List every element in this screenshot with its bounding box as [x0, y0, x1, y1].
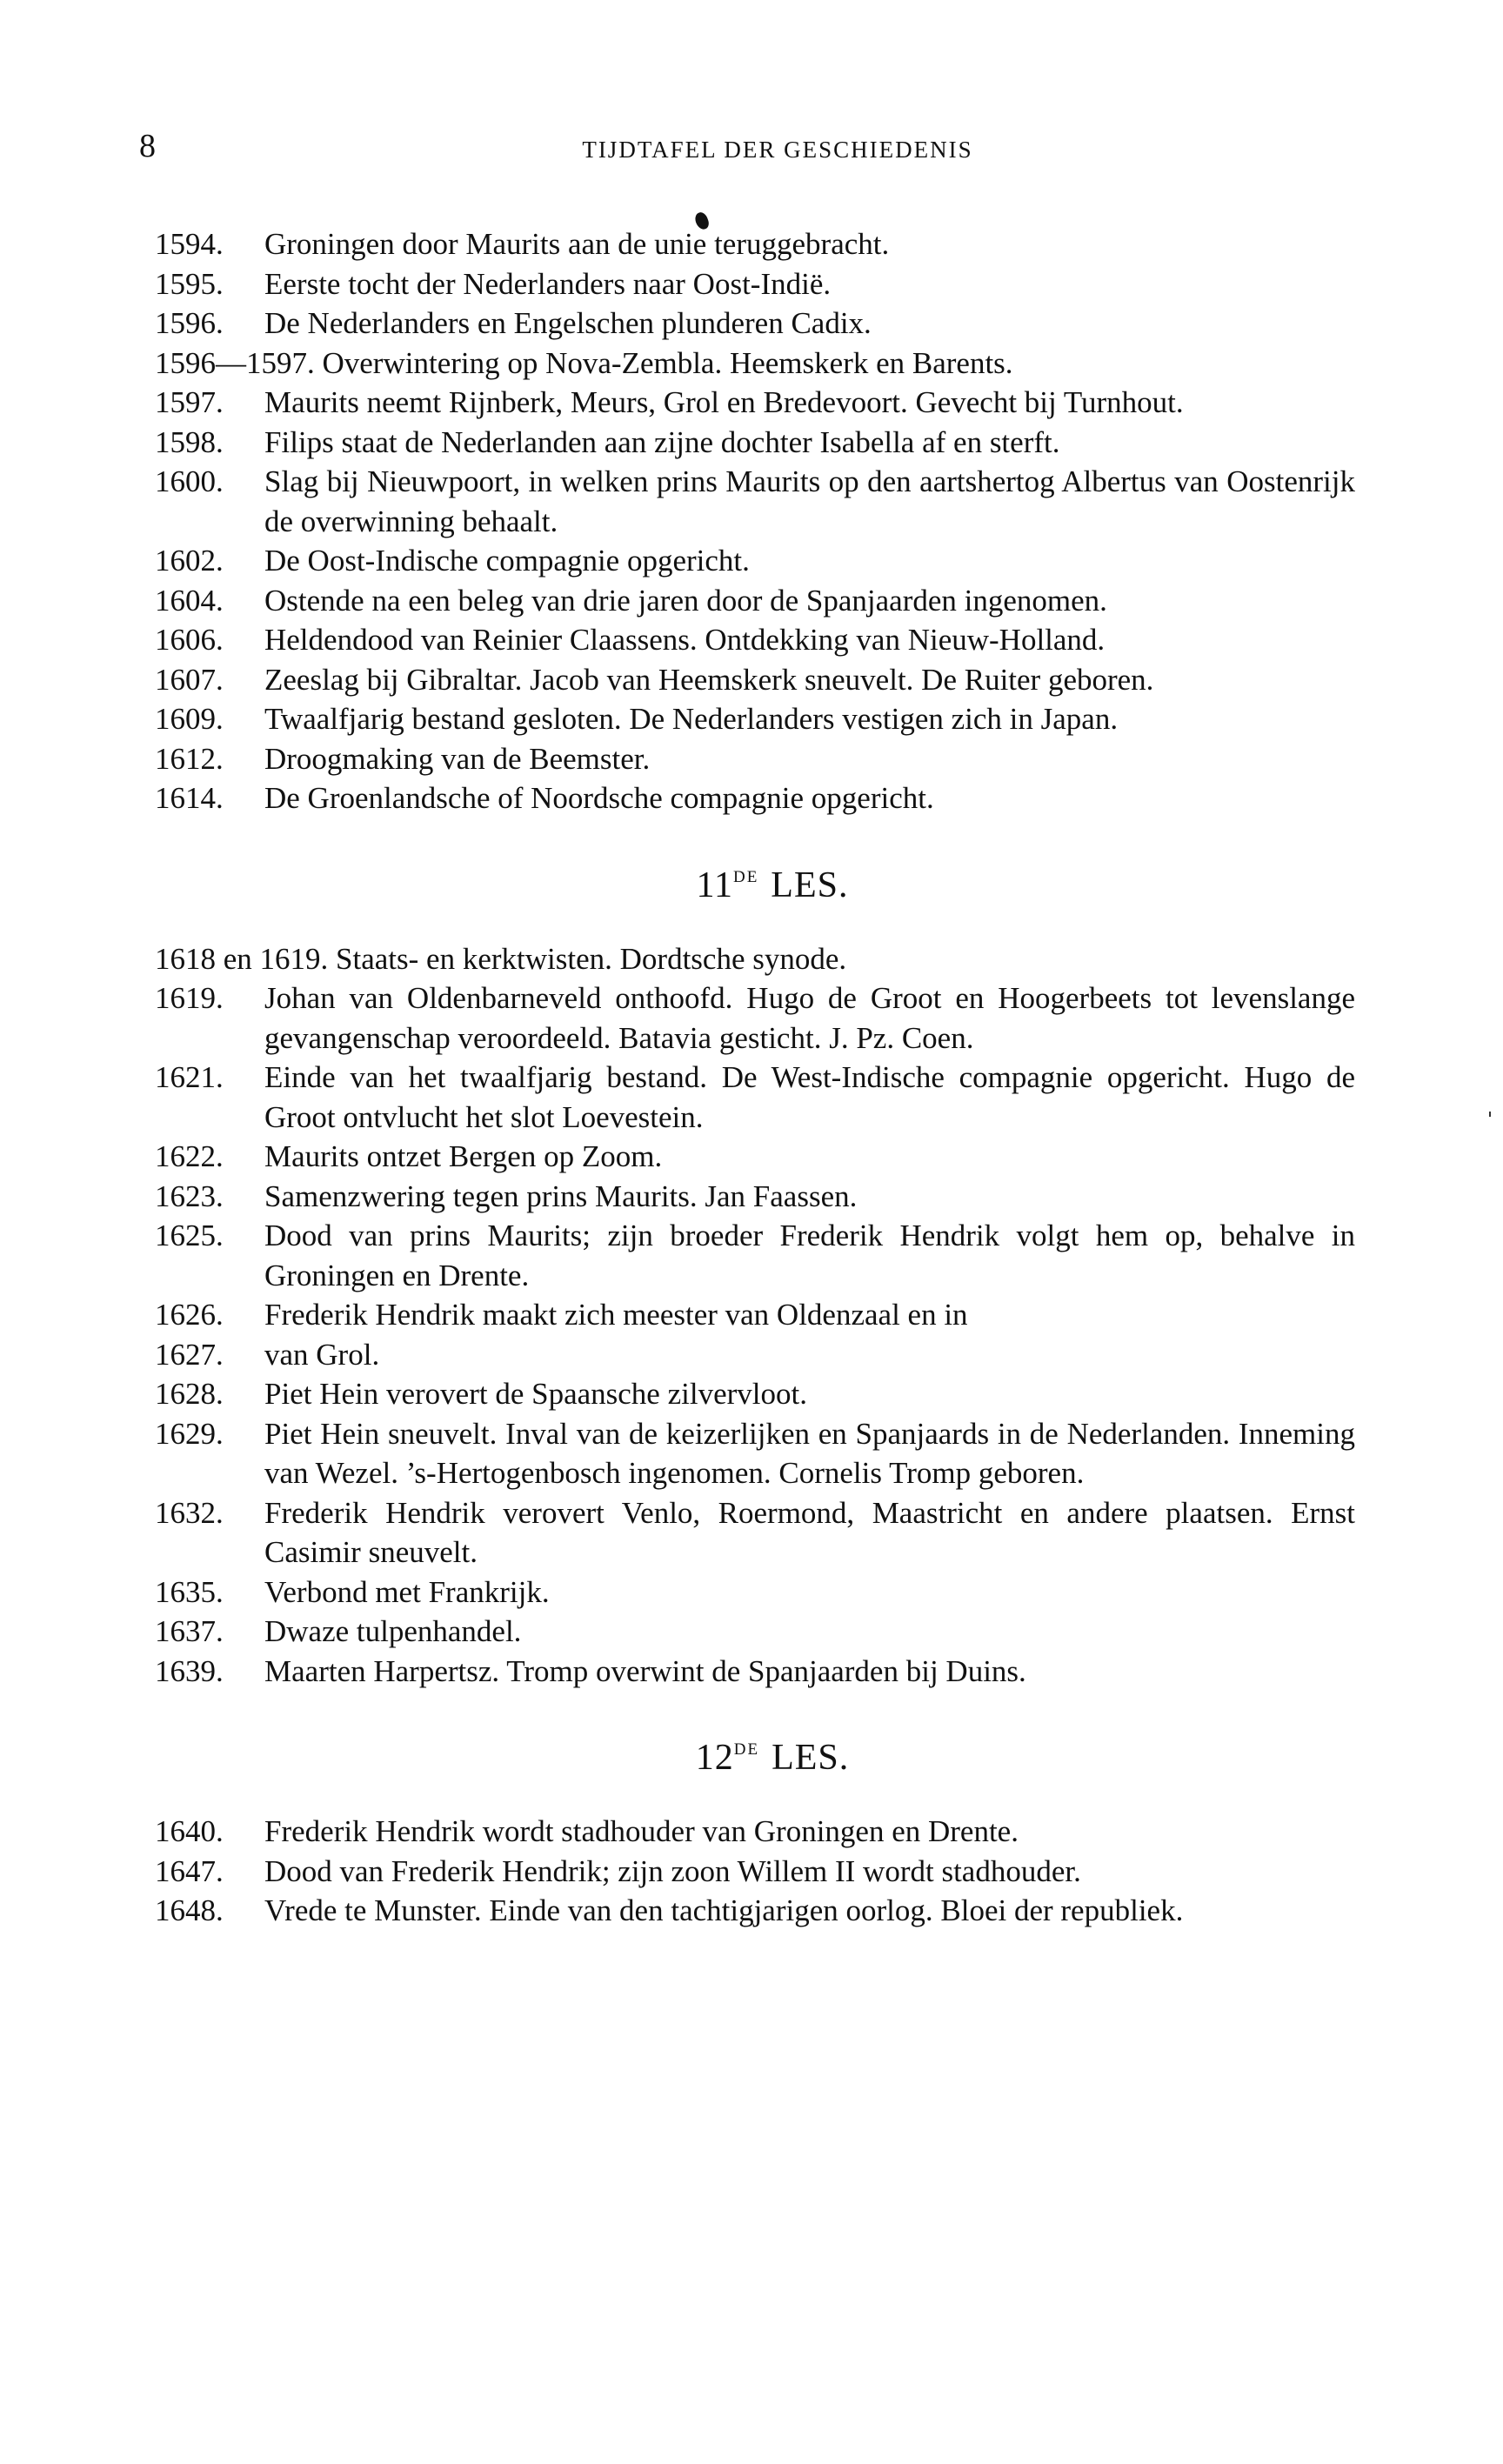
entry-text: De Oost-Indische compagnie opgericht.: [264, 544, 750, 578]
entry-text: Maurits ontzet Bergen op Zoom.: [264, 1139, 663, 1173]
timeline-section-intro: [155, 224, 1355, 818]
entry-year: 1604.: [155, 583, 224, 618]
timeline-entry: [155, 304, 1355, 344]
entry-year: 1635.: [155, 1574, 224, 1609]
entry-year: 1598.: [155, 424, 224, 459]
timeline-entry: [155, 1414, 1355, 1493]
entry-year: 1625.: [155, 1219, 224, 1252]
entry-text: Dwaze tulpenhandel.: [264, 1614, 522, 1648]
timeline-entry: [155, 1335, 1355, 1375]
entry-year: 1614.: [155, 781, 224, 815]
entry-year: 1609.: [155, 702, 224, 736]
entry-year: 1637.: [155, 1614, 224, 1648]
entry-text: De Nederlanders en Engelschen plunderen Cadix.: [264, 306, 872, 340]
timeline-entry: [155, 423, 1355, 463]
entry-text: van Grol.: [264, 1337, 380, 1372]
lesson-word: LES.: [772, 1738, 850, 1778]
entry-year: 1623.: [155, 1179, 224, 1213]
entry-year: 1595.: [155, 266, 224, 301]
entry-text: Piet Hein sneuvelt. Inval van de keizerlijken en Spanjaards in de Nederlanden. Inneming van Wezel. ’s-Hertogenbosch ingenomen. Cornelis Tromp geboren.: [264, 1416, 1355, 1490]
timeline-entry: [155, 1612, 1355, 1652]
timeline-entry: [155, 939, 1355, 979]
entry-text: Frederik Hendrik maakt zich meester van Oldenzaal en in: [264, 1298, 968, 1332]
lesson-11-heading: [155, 857, 1355, 906]
entry-text: Droogmaking van de Beemster.: [264, 741, 651, 776]
entry-text: Overwintering op Nova-Zembla. Heemskerk en Barents.: [322, 345, 1013, 380]
entry-year: 1607.: [155, 662, 224, 697]
entry-text: Einde van het twaalfjarig bestand. De West-Indische compagnie opgericht. Hugo de Groot ontvlucht het slot Loevestein.: [264, 1060, 1355, 1134]
entry-year: 1612.: [155, 741, 224, 776]
entry-year: 1596—1597.: [155, 345, 315, 380]
entry-year: 1594.: [155, 227, 224, 261]
entry-year: 1639.: [155, 1653, 224, 1688]
page-number: 8: [139, 128, 156, 164]
entry-text: Piet Hein verovert de Spaansche zilvervloot.: [264, 1377, 807, 1411]
entry-text: Staats- en kerktwisten. Dordtsche synode.: [336, 941, 847, 976]
timeline-entry: [155, 1216, 1355, 1295]
entry-text: Slag bij Nieuwpoort, in welken prins Maurits op den aartshertog Albertus van Oostenrijk de overwinning behaalt.: [264, 464, 1355, 538]
timeline-entry: [155, 541, 1355, 581]
entry-text: Dood van Frederik Hendrik; zijn zoon Willem II wordt stadhouder.: [264, 1853, 1081, 1888]
running-head: TIJDTAFEL DER GESCHIEDENIS: [582, 137, 973, 163]
timeline-entry: [155, 1852, 1355, 1892]
timeline-entry: [155, 1573, 1355, 1613]
lesson-12-heading: [155, 1729, 1355, 1779]
entry-text: Heldendood van Reinier Claassens. Ontdekking van Nieuw-Holland.: [264, 623, 1106, 657]
timeline-entry: [155, 1058, 1355, 1137]
entry-year: 1621.: [155, 1060, 224, 1094]
timeline-entry: [155, 1812, 1355, 1852]
lesson-word: LES.: [771, 865, 849, 905]
entry-year: 1602.: [155, 544, 224, 578]
timeline-entry: [155, 1652, 1355, 1692]
entry-text: Johan van Oldenbarneveld onthoofd. Hugo de Groot en Hoogerbeets tot levenslange gevangenschap veroordeeld. Batavia gesticht. J. Pz. Coen.: [264, 981, 1355, 1055]
entry-text: Frederik Hendrik wordt stadhouder van Groningen en Drente.: [264, 1814, 1019, 1848]
entry-year: 1629.: [155, 1416, 224, 1451]
timeline-entry: [155, 581, 1355, 621]
timeline-entry: [155, 699, 1355, 739]
timeline-entry: [155, 344, 1355, 384]
timeline-text-block: [155, 224, 1355, 1931]
entry-text: Verbond met Frankrijk.: [264, 1574, 550, 1609]
entry-year: 1627.: [155, 1337, 224, 1372]
timeline-entry: [155, 1137, 1355, 1177]
entry-text: Samenzwering tegen prins Maurits. Jan Faassen.: [264, 1179, 858, 1213]
timeline-entry: [155, 1891, 1355, 1931]
timeline-entry: [155, 264, 1355, 304]
timeline-entry: [155, 1493, 1355, 1573]
timeline-entry: [155, 462, 1355, 541]
entry-text: Filips staat de Nederlanden aan zijne dochter Isabella af en sterft.: [264, 424, 1060, 459]
scan-speck-mark: [1489, 1112, 1491, 1117]
entry-year: 1619.: [155, 981, 224, 1015]
entry-year: 1648.: [155, 1893, 224, 1927]
entry-text: Frederik Hendrik verovert Venlo, Roermond, Maastricht en andere plaatsen. Ernst Casimir sneuvelt.: [264, 1495, 1355, 1569]
entry-year: 1632.: [155, 1495, 224, 1530]
entry-year: 1640.: [155, 1814, 224, 1848]
timeline-entry: [155, 1374, 1355, 1414]
entry-year: 1596.: [155, 306, 224, 340]
entry-text: De Groenlandsche of Noordsche compagnie opgericht.: [264, 781, 934, 815]
entry-text: Dood van prins Maurits; zijn broeder Frederik Hendrik volgt hem op, behalve in Groningen en Drente.: [264, 1219, 1355, 1292]
timeline-entry: [155, 383, 1355, 423]
timeline-entry: [155, 978, 1355, 1058]
entry-year: 1628.: [155, 1377, 224, 1411]
lesson-number: 12: [695, 1738, 734, 1778]
timeline-entry: [155, 778, 1355, 818]
timeline-entry: [155, 660, 1355, 700]
timeline-section-lesson-12: [155, 1812, 1355, 1931]
lesson-ordinal-suffix: DE: [732, 867, 759, 886]
entry-year: 1618 en 1619.: [155, 941, 329, 976]
entry-text: Groningen door Maurits aan de unie teruggebracht.: [264, 227, 890, 261]
entry-year: 1622.: [155, 1139, 224, 1173]
entry-text: Twaalfjarig bestand gesloten. De Nederlanders vestigen zich in Japan.: [264, 702, 1119, 736]
entry-text: Zeeslag bij Gibraltar. Jacob van Heemskerk sneuvelt. De Ruiter geboren.: [264, 662, 1154, 697]
entry-year: 1600.: [155, 464, 224, 498]
entry-text: Maarten Harpertsz. Tromp overwint de Spanjaarden bij Duins.: [264, 1653, 1026, 1688]
entry-text: Eerste tocht der Nederlanders naar Oost-Indië.: [264, 266, 832, 301]
lesson-number: 11: [696, 865, 733, 905]
timeline-entry: [155, 224, 1355, 264]
entry-text: Maurits neemt Rijnberk, Meurs, Grol en Bredevoort. Gevecht bij Turnhout.: [264, 385, 1184, 419]
entry-year: 1606.: [155, 623, 224, 657]
timeline-entry: [155, 1177, 1355, 1217]
lesson-ordinal-suffix: DE: [733, 1740, 760, 1759]
timeline-section-lesson-11: [155, 939, 1355, 1692]
entry-year: 1597.: [155, 385, 224, 419]
entry-text: Ostende na een beleg van drie jaren door de Spanjaarden ingenomen.: [264, 583, 1107, 618]
timeline-entry: [155, 1295, 1355, 1335]
timeline-entry: [155, 620, 1355, 660]
entry-text: Vrede te Munster. Einde van den tachtigjarigen oorlog. Bloei der republiek.: [264, 1893, 1184, 1927]
timeline-entry: [155, 739, 1355, 779]
entry-year: 1647.: [155, 1853, 224, 1888]
entry-year: 1626.: [155, 1298, 224, 1332]
